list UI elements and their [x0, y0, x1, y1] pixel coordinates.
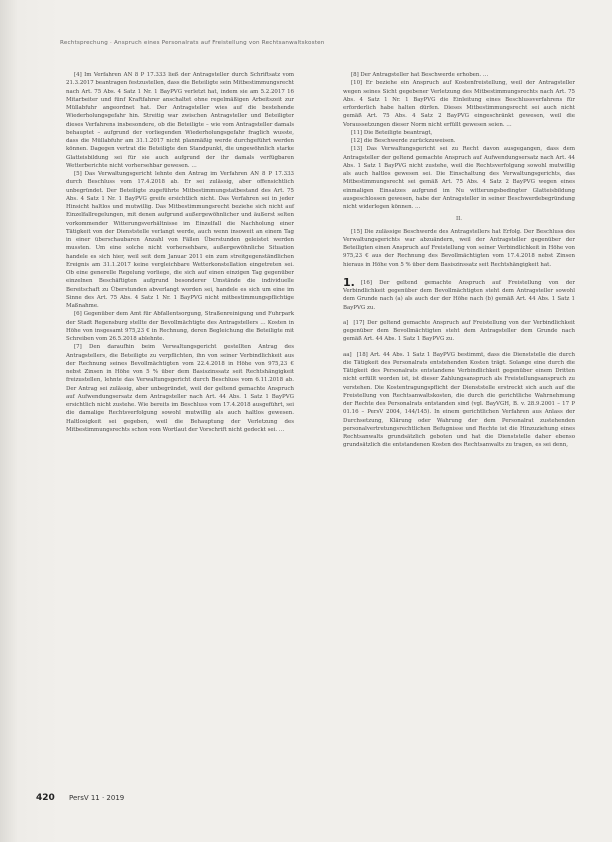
paragraph-16-block [343, 275, 575, 312]
paragraph-18: [18] Art. 44 Abs. 1 Satz 1 BayPVG bestimmt, dass die Dienststelle die durch die Tätigkeit des Personalrats entstehenden Kosten trägt. Solange eine durch die Tätigkeit des Personalrats entstandene Verbindlichkeit gegenüber einem Dritten nicht erfüllt worden ist, ist dieser Zahlungsanspruch als Freistellungsanspruch zu verstehen. Die Kostentragungspflicht der Dienststelle erstreckt sich auch auf die Freistellung von Rechtsanwaltskosten, die durch die gerichtliche Wahrnehmung der Rechte des Personalrats entstanden sind (vgl. BayVGH, B. v. 28.9.2001 – 17 P 01.16 – PersV 2004, 144/145). In einem gerichtlichen Verfahren aus Anlass der Durchsetzung, Klärung oder Wahrung der dem Personalrat zustehenden personalvertretungsrechtlichen Befugnisse und Rechte ist die Hinzuziehung eines Rechtsanwalts grundsätzlich geboten und hat die Dienststelle daher ebenso grundsätzlich die entstandenen Kosten des Rechtsanwalts zu tragen, es sei denn, [343, 351, 575, 449]
paragraph-17-block [343, 319, 575, 344]
paragraph-16: [16] Der geltend gemachte Anspruch auf Freistellung von der Verbindlichkeit gegenüber dem Bevollmächtigten steht dem Antragsteller sowohl dem Grunde nach (a) als auch der der Höhe nach (b) gemäß Art. 44 Abs. 1 Satz 1 BayPVG zu. [343, 279, 575, 311]
paragraph-17: [17] Der geltend gemachte Anspruch auf Freistellung von der Verbindlichkeit gegenüber dem Bevollmächtigten steht dem Antragsteller dem Grunde nach gemäß Art. 44 Abs. 1 Satz 1 BayPVG zu. [343, 319, 575, 343]
journal-issue: PersV 11 · 2019 [69, 794, 125, 802]
section-mark-aa: aa] [343, 351, 352, 358]
paragraph-18-block [343, 351, 575, 450]
paragraph-5: [5] Das Verwaltungsgericht lehnte den Antrag im Verfahren AN 8 P 17.333 durch Beschluss vom 17.4.2018 ab. Er sei zulässig, aber offensichtlich unbegründet. Der Beteiligte zugeführte Mitbestimmungstatbestand des Art. 75 Abs. 4 Satz 1 Nr. 1 BayPVG greife ersichtlich nicht. Das Verfahren sei in jeder Hinsicht haltlos und mutwillig. Das Mitbestimmungsrecht beziehe sich nicht auf Einzelfallregelungen, mit denen aufgrund außergewöhnlicher und äußerst selten vorkommender Witterungsverhältnisse im Einzelfall die Nachholung einer Tätigkeit von der Dienststelle verlangt werde, auch wenn insoweit an einem Tag in einer überschaubaren Anzahl von Fällen Überstunden geleistet werden mussten. Um eine solche nicht vorhersehbare, außergewöhnliche Situation handele es sich hier, weil seit dem Januar 2011 ein zum streitgegenständlichen Ereignis am 31.1.2017 keine vergleichbare Wetterkonstellation eingetreten sei. Ob eine generelle Regelung vorliege, die sich auf einen einzigen Tag gegenüber einzelnen Beschäftigten aufgrund besonderer Umstände die individuelle Bereitschaft zu Überstunden abverlangt worden sei, handele es sich um eine im Sinne des Art. 75 Abs. 4 Satz 1 Nr. 1 BayPVG nicht mitbestimmungspflichtige Maßnahme. [66, 171, 294, 309]
section-mark-a: a] [343, 319, 349, 326]
paragraph-10: [10] Er beziehe ein Anspruch auf Kostenfreistellung, weil der Antragsteller wegen seines Sicht gegebener Verletzung des Mitbestimmungsrechts nach Art. 75 Abs. 4 Satz 1 Nr. 1 BayPVG die Einleitung eines Beschlussverfahrens für erforderlich habe halten dürfen. Dieses Mitbestimmungsrecht sei auch nicht gemäß Art. 75 Abs. 4 Satz 2 BayPVG eingeschränkt gewesen, weil die Voraussetzungen dieser Norm nicht erfüllt gewesen seien. … [343, 80, 575, 128]
paragraph-7: [7] Den daraufhin beim Verwaltungsgericht gestellten Antrag des Antragstellers, die Beteiligte zu verpflichten, ihn von seiner Verbindlichkeit aus der Rechnung seines Bevollmächtigten vom 22.4.2018 in Höhe von 975,23 € nebst Zinsen in Höhe von 5 % über dem Basiszinssatz seit Rechtshängigkeit freizustellen, lehnte das Verwaltungsgericht durch Beschluss vom 6.11.2018 ab. Der Antrag sei zulässig, aber unbegründet, weil der geltend gemachte Anspruch auf Aufwendungsersatz dem Antragsteller nach Art. 44 Abs. 1 Satz 1 BayPVG ersichtlich nicht zustehe. Wie bereits im Beschluss vom 17.4.2018 ausgeführt, sei die damalige Rechtsverfolgung sowohl mutwillig als auch haltlos gewesen. Haltlosigkeit sei gegeben, weil die Behauptung der Verletzung des Mitbestimmungsrechts schon vom Wortlaut der Vorschrift nicht gedeckt sei. … [66, 344, 294, 433]
section-heading-roman: II. [455, 216, 463, 223]
running-head: Rechtsprechung · Anspruch eines Personalrats auf Freistellung von Rechtsanwaltskosten [60, 40, 325, 46]
page-footer [36, 793, 124, 803]
section-mark-1: 1. [343, 275, 355, 289]
paragraph-4: [4] Im Verfahren AN 8 P 17.333 ließ der Antragsteller durch Schriftsatz vom 21.3.2017 beantragen festzustellen, dass die Beteiligte sein Mitbestimmungsrecht nach Art. 75 Abs. 4 Satz 1 Nr. 1 BayPVG verletzt hat, indem sie am 5.2.2017 16 Mitarbeiter und fünf Kraftfahrer anschaltet ohne regelmäßigen Arbeitszeit zur Müllabfuhr angeordnet hat. Der Antragsteller wies auf die bestehende Wiederholungsgefahr hin. Streitig war zwischen Antragsteller und Beteiligter dieses Verfahrens insbesondere, ob die Beteiligte – wie vom Antragsteller damals behauptet – aufgrund der vorliegenden Wiederholungsgefahr fraglich wusste, dass die Müllabfuhr am 31.1.2017 nicht planmäßig werde durchgeführt werden können. Dagegen vertrat die Beteiligte den Standpunkt, die ungewöhnlich starke Glatteisbildung sei für sie auch aufgrund der ihr damals verfügbaren Wetterberichte nicht vorhersehbar gewesen. … [66, 72, 294, 169]
paragraph-6: [6] Gegenüber dem Amt für Abfallentsorgung, Straßenreinigung und Fuhrpark der Stadt Regensburg stellte der Bevollmächtigte des Antragstellers … Kosten in Höhe von insgesamt 975,23 € in Rechnung, deren Begleichung die Beteiligte mit Schreiben vom 26.5.2018 ablehnte. [66, 311, 294, 342]
page-number: 420 [36, 793, 55, 803]
right-column [343, 71, 575, 450]
paragraph-8: [8] Der Antragsteller hat Beschwerde erhoben. … [351, 72, 489, 78]
paragraph-13: [13] Das Verwaltungsgericht sei zu Recht davon ausgegangen, dass dem Antragsteller der geltend gemachte Anspruch auf Aufwendungsersatz nach Art. 44 Abs. 1 Satz 1 BayPVG nicht zustehe, weil die Rechtsverfolgung sowohl mutwillig als auch haltlos gewesen sei. Die Einschaltung des Verwaltungsgerichts, das Mitbestimmungsrecht sei gemäß Art. 75 Abs. 4 Satz 2 BayPVG wegen eines einmaligen Einsatzes aufgrund im Nu witterungsbedingter Glatteisbildung ausgeschlossen gewesen, habe der Antragsteller in seiner Beschwerdebegründung nicht widerlegen können. … [343, 146, 575, 210]
paragraph-11: [11] Die Beteiligte beantragt, [351, 129, 433, 136]
paragraph-12: [12] die Beschwerde zurückzuweisen. [351, 138, 456, 144]
paragraph-15: [15] Die zulässige Beschwerde des Antragstellers hat Erfolg. Der Beschluss des Verwaltungsgerichts war abzuändern, weil der Antragsteller gegenüber der Beteiligten einen Anspruch auf Freistellung von seiner Verbindlichkeit in Höhe von 975,23 € aus der Rechnung des Bevollmächtigten vom 17.4.2018 nebst Zinsen hieraus in Höhe von 5 % über dem Basiszinssatz seit Rechtshängigkeit hat. [343, 228, 575, 268]
left-column [66, 71, 294, 434]
